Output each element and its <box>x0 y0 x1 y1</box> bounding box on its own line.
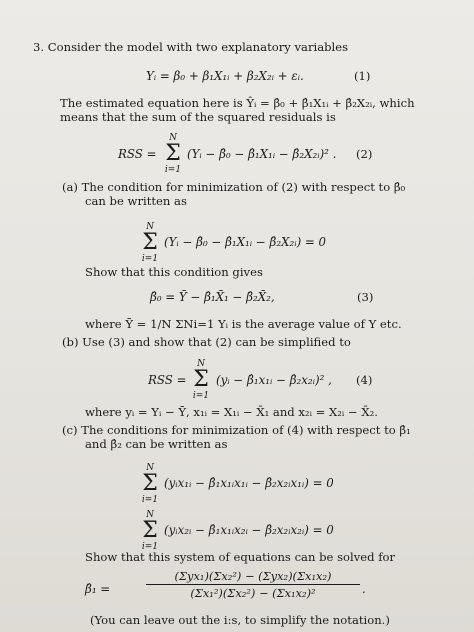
part-b-text: (b) Use (3) and show that (2) can be simplified to <box>62 335 351 349</box>
beta1-period: . <box>362 582 366 596</box>
equation-tag-4: (4) <box>356 373 373 387</box>
rss-expression: (Yᵢ − β̂₀ − β̂₁X₁ᵢ − β̂₂X₂ᵢ)² . <box>187 147 337 161</box>
part-c-text-2: and β̂₂ can be written as <box>85 437 228 451</box>
estimated-equation-text: The estimated equation here is Ŷᵢ = β̂₀ + β̂₁X₁ᵢ + β̂₂X₂ᵢ, which <box>60 96 415 110</box>
summation-symbol: N Σ i=1 <box>141 463 159 505</box>
beta0-equation: β̂₀ = Ȳ − β̂₁X̄₁ − β̂₂X̄₂, <box>150 290 275 304</box>
condition-equation: (Yᵢ − β̂₀ − β̂₁X₁ᵢ − β̂₂X₂ᵢ) = 0 <box>164 235 327 249</box>
part-a-show-text: Show that this condition gives <box>85 265 263 279</box>
equation-tag-2: (2) <box>356 147 373 161</box>
equation-tag-1: (1) <box>354 69 371 83</box>
average-definition: where Ȳ = 1/N ΣNi=1 Yᵢ is the average value of Y etc. <box>85 317 402 331</box>
summation-symbol: N Σ i=1 <box>192 359 210 401</box>
summation-symbol: N Σ i=1 <box>141 510 159 552</box>
beta1-fraction <box>146 569 360 600</box>
beta1-denominator: (Σx₁²)(Σx₂²) − (Σx₁x₂)² <box>190 586 316 600</box>
rss-simplified: (yᵢ − β̂₁x₁ᵢ − β̂₂x₂ᵢ)² , <box>216 373 332 387</box>
fraction-bar <box>146 584 360 585</box>
first-order-condition-1: (yᵢx₁ᵢ − β̂₁x₁ᵢx₁ᵢ − β̂₂x₂ᵢx₁ᵢ) = 0 <box>164 476 334 490</box>
beta1-lhs: β̂₁ = <box>85 582 111 596</box>
notation-note: (You can leave out the i:s, to simplify the notation.) <box>90 613 390 627</box>
part-a-text: (a) The condition for minimization of (2) with respect to β̂₀ <box>62 180 406 194</box>
model-equation: Yᵢ = β₀ + β₁X₁ᵢ + β₂X₂ᵢ + εᵢ. <box>146 69 304 83</box>
part-a-text-2: can be written as <box>85 194 187 208</box>
problem-intro: 3. Consider the model with two explanatory variables <box>33 40 349 54</box>
beta1-numerator: (Σyx₁)(Σx₂²) − (Σyx₂)(Σx₁x₂) <box>174 569 332 583</box>
residuals-text: means that the sum of the squared residuals is <box>60 110 336 124</box>
equation-tag-3: (3) <box>357 290 374 304</box>
summation-symbol: N Σ i=1 <box>141 222 159 264</box>
part-c-text: (c) The conditions for minimization of (4) with respect to β̂₁ <box>62 423 411 437</box>
deviation-definitions: where yᵢ = Yᵢ − Ȳ, x₁ᵢ = X₁ᵢ − X̄₁ and x₂ᵢ = X₂ᵢ − X̄₂. <box>85 405 378 419</box>
summation-symbol: N Σ i=1 <box>164 133 182 175</box>
rss-label: RSS = <box>118 147 157 161</box>
part-c-show-text: Show that this system of equations can be solved for <box>85 550 396 564</box>
first-order-condition-2: (yᵢx₂ᵢ − β̂₁x₁ᵢx₂ᵢ − β̂₂x₂ᵢx₂ᵢ) = 0 <box>164 523 334 537</box>
rss-label: RSS = <box>148 373 187 387</box>
